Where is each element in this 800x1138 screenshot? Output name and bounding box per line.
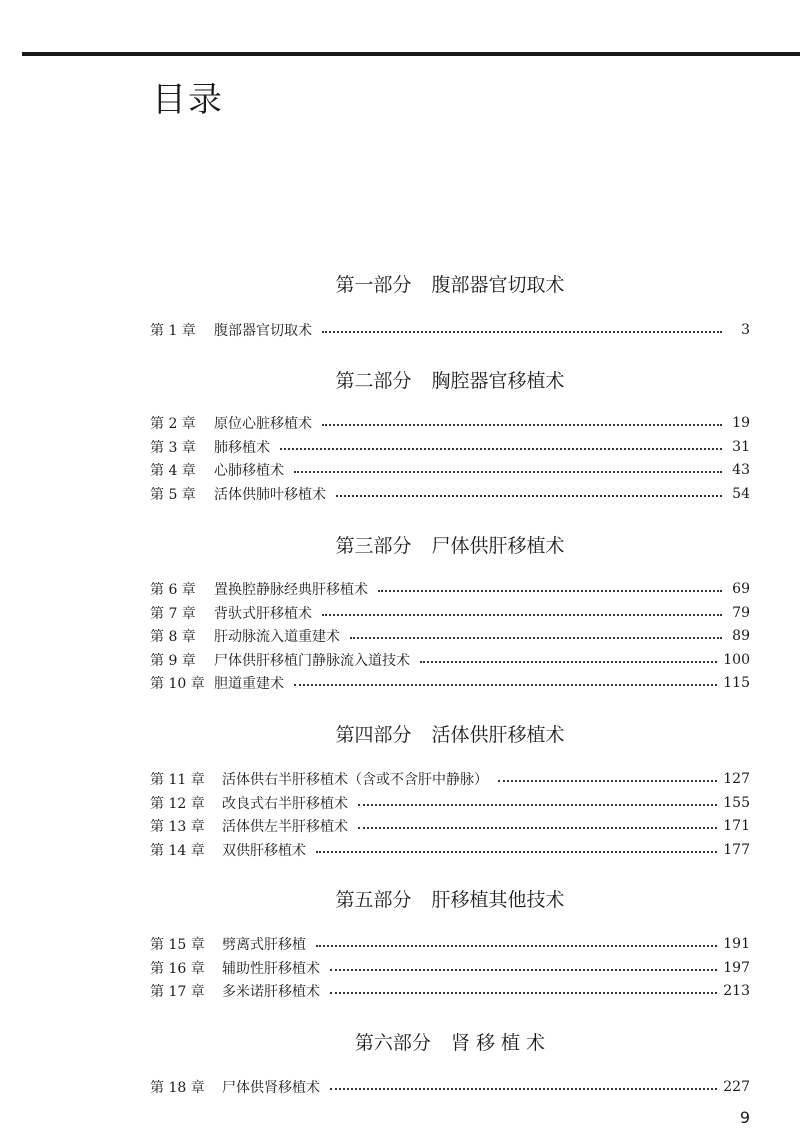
chapter-title: 多米诺肝移植术 <box>222 984 320 1000</box>
chapter-page-number: 115 <box>723 675 750 691</box>
chapter-title: 尸体供肝移植门静脉流入道技术 <box>214 652 410 669</box>
chapter-number: 第 1 章 <box>150 323 196 339</box>
chapter-title: 活体供左半肝移植术 <box>222 819 348 835</box>
chapter-title: 劈离式肝移植 <box>222 937 306 953</box>
chapter-title: 原位心脏移植术 <box>214 416 312 432</box>
chapter-number: 第 14 章 <box>150 842 205 859</box>
chapter-page-number: 177 <box>723 841 750 858</box>
chapter-title: 背驮式肝移植术 <box>214 605 312 622</box>
toc-entry[interactable] <box>150 957 750 979</box>
chapter-page-number: 171 <box>723 818 750 834</box>
dot-leader <box>316 851 717 853</box>
part-number: 第六部分 <box>354 1032 431 1054</box>
chapter-page-number: 69 <box>732 581 750 597</box>
chapter-number: 第 13 章 <box>150 819 205 835</box>
part-heading <box>150 885 750 912</box>
chapter-title: 置换腔静脉经典肝移植术 <box>214 582 368 598</box>
chapter-title: 腹部器官切取术 <box>214 323 312 339</box>
chapter-title: 双供肝移植术 <box>222 842 306 859</box>
chapter-number: 第 5 章 <box>150 486 196 503</box>
chapter-number: 第 11 章 <box>150 772 205 788</box>
toc-entry[interactable] <box>150 602 750 624</box>
toc-entry[interactable] <box>150 672 750 694</box>
toc-entry[interactable] <box>150 980 750 1002</box>
chapter-number: 第 12 章 <box>150 795 205 812</box>
page-title: 目录 <box>152 80 224 120</box>
chapter-page-number: 100 <box>723 651 750 668</box>
part-heading <box>150 366 750 393</box>
chapter-page-number: 213 <box>723 983 750 999</box>
toc-entry[interactable] <box>150 412 750 434</box>
chapter-number: 第 18 章 <box>150 1080 205 1096</box>
part-number: 第一部分 <box>335 274 412 296</box>
chapter-title: 肝动脉流入道重建术 <box>214 629 340 645</box>
chapter-number: 第 6 章 <box>150 582 196 598</box>
dot-leader <box>358 804 717 806</box>
part-number: 第五部分 <box>335 889 412 911</box>
chapter-page-number: 54 <box>732 485 750 502</box>
toc-entry[interactable] <box>150 649 750 671</box>
part-heading <box>150 531 750 558</box>
dot-leader <box>322 331 722 333</box>
chapter-page-number: 127 <box>723 771 750 787</box>
toc-entry[interactable] <box>150 578 750 600</box>
dot-leader <box>330 1088 717 1090</box>
chapter-page-number: 89 <box>732 628 750 644</box>
dot-leader <box>322 614 722 616</box>
dot-leader <box>316 945 717 947</box>
part-title: 活体供肝移植术 <box>431 724 565 746</box>
toc-entry[interactable] <box>150 839 750 861</box>
dot-leader <box>294 684 717 686</box>
part-number: 第二部分 <box>335 370 412 392</box>
chapter-number: 第 17 章 <box>150 984 205 1000</box>
toc-entry[interactable] <box>150 768 750 790</box>
chapter-page-number: 31 <box>732 438 750 455</box>
chapter-page-number: 197 <box>723 959 750 976</box>
chapter-number: 第 15 章 <box>150 937 205 953</box>
dot-leader <box>336 495 722 497</box>
chapter-page-number: 79 <box>732 604 750 621</box>
toc-entry[interactable] <box>150 815 750 837</box>
part-title: 肝移植其他技术 <box>431 889 565 911</box>
chapter-title: 活体供右半肝移植术（含或不含肝中静脉） <box>222 772 488 788</box>
toc-entry[interactable] <box>150 625 750 647</box>
chapter-number: 第 3 章 <box>150 439 196 456</box>
dot-leader <box>498 780 717 782</box>
chapter-number: 第 4 章 <box>150 463 196 479</box>
dot-leader <box>330 969 717 971</box>
part-heading <box>150 720 750 747</box>
toc-entry[interactable] <box>150 933 750 955</box>
part-title: 胸腔器官移植术 <box>431 370 565 392</box>
dot-leader <box>294 471 722 473</box>
dot-leader <box>322 424 722 426</box>
toc-entry[interactable] <box>150 459 750 481</box>
chapter-number: 第 8 章 <box>150 629 196 645</box>
toc-entry[interactable] <box>150 436 750 458</box>
chapter-page-number: 155 <box>723 794 750 811</box>
dot-leader <box>420 661 717 663</box>
part-title: 腹部器官切取术 <box>431 274 565 296</box>
chapter-title: 尸体供肾移植术 <box>222 1080 320 1096</box>
toc-entry[interactable] <box>150 1076 750 1098</box>
toc-entry[interactable] <box>150 483 750 505</box>
chapter-title: 胆道重建术 <box>214 676 284 692</box>
part-heading <box>150 1028 750 1055</box>
chapter-number: 第 16 章 <box>150 960 205 977</box>
part-number: 第四部分 <box>335 724 412 746</box>
chapter-number: 第 9 章 <box>150 652 196 669</box>
chapter-page-number: 3 <box>741 322 750 338</box>
chapter-title: 活体供肺叶移植术 <box>214 486 326 503</box>
page-number: 9 <box>739 1108 750 1127</box>
chapter-page-number: 19 <box>732 415 750 431</box>
chapter-title: 辅助性肝移植术 <box>222 960 320 977</box>
part-title: 肾 移 植 术 <box>450 1032 546 1054</box>
dot-leader <box>280 448 722 450</box>
chapter-page-number: 227 <box>723 1079 750 1095</box>
chapter-title: 肺移植术 <box>214 439 270 456</box>
chapter-title: 改良式右半肝移植术 <box>222 795 348 812</box>
toc-entry[interactable] <box>150 792 750 814</box>
chapter-number: 第 2 章 <box>150 416 196 432</box>
chapter-number: 第 10 章 <box>150 676 205 692</box>
dot-leader <box>358 827 717 829</box>
dot-leader <box>350 637 722 639</box>
chapter-number: 第 7 章 <box>150 605 196 622</box>
part-heading <box>150 270 750 297</box>
chapter-title: 心肺移植术 <box>214 463 284 479</box>
dot-leader <box>330 992 717 994</box>
dot-leader <box>378 590 722 592</box>
chapter-page-number: 43 <box>732 462 750 478</box>
chapter-page-number: 191 <box>723 936 750 952</box>
part-number: 第三部分 <box>335 535 412 557</box>
part-title: 尸体供肝移植术 <box>431 535 565 557</box>
toc-entry[interactable] <box>150 319 750 341</box>
